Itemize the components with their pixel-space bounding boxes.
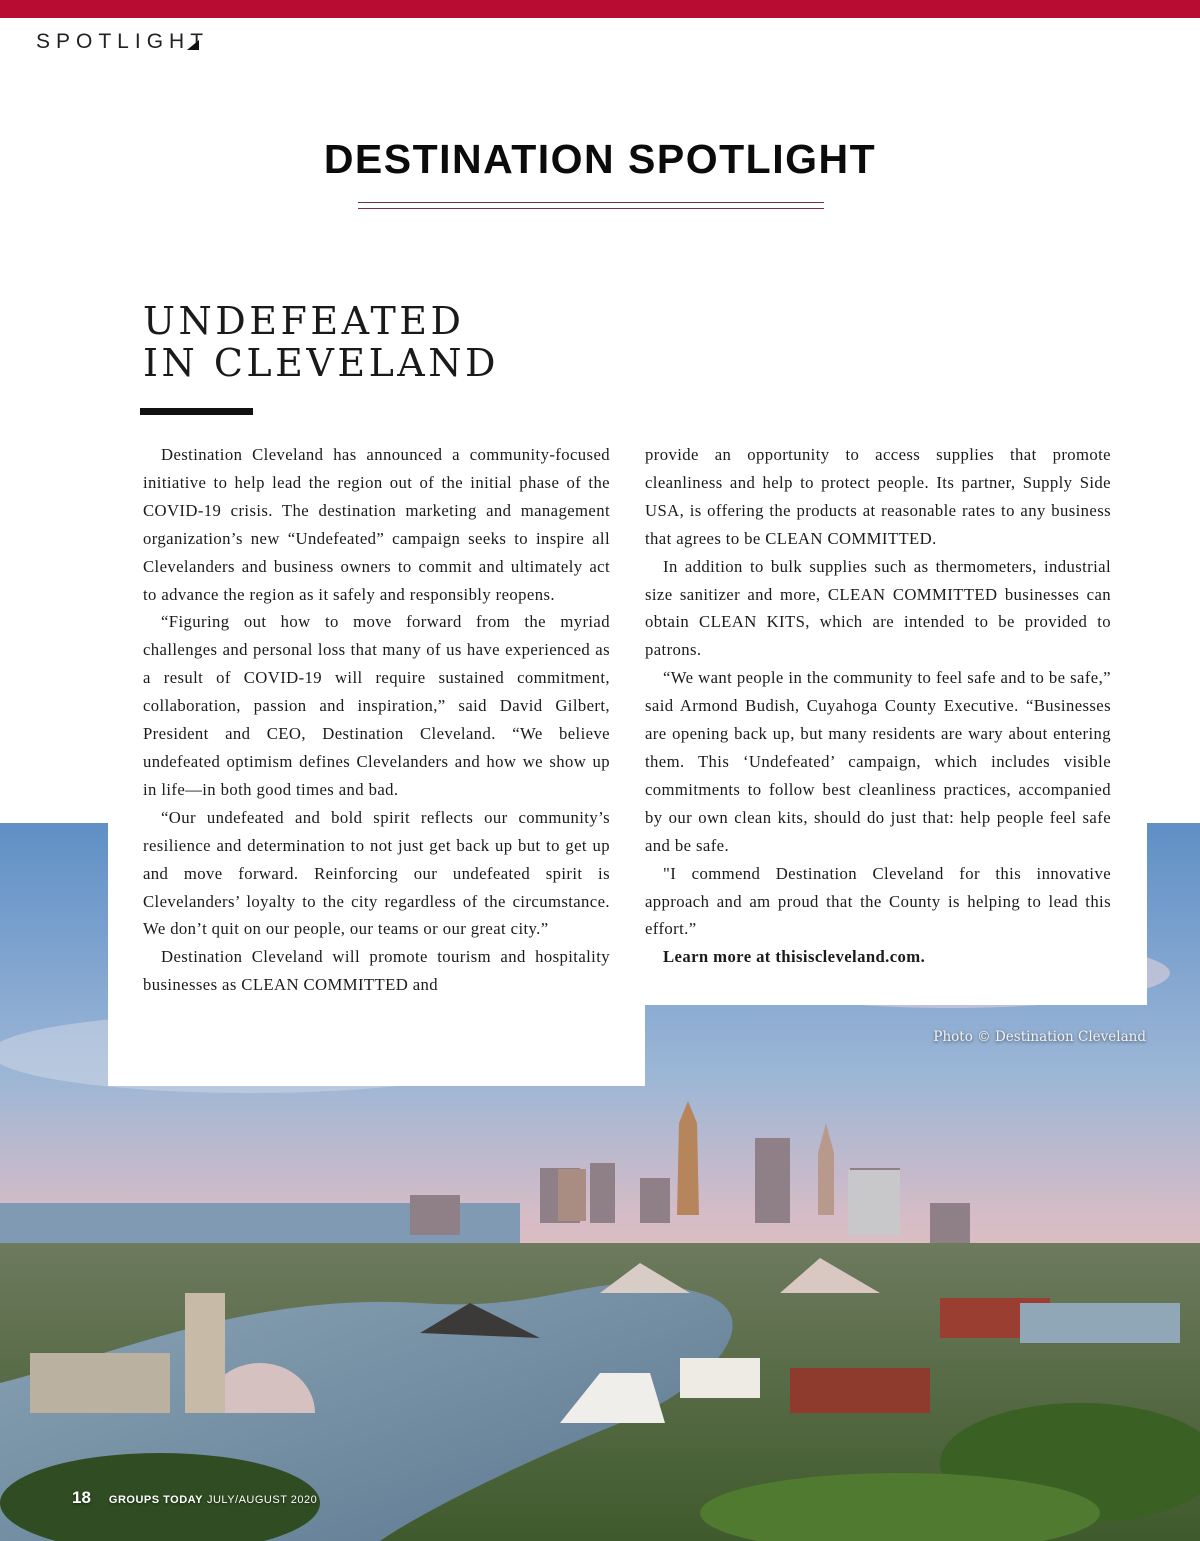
paragraph: “Figuring out how to move forward from the myriad challenges and personal loss that many of us have experienced as a result of COVID-19 will require sustained commitment, collaboration, passion and inspiration,” said David Gilbert, President and CEO, Destination Cleveland. “We believe undefeated optimism defines Clevelanders and how we show up in life—in both good times and bad. [143, 612, 610, 799]
article-headline [143, 300, 499, 384]
page-footer [72, 1488, 317, 1508]
magazine-name: GROUPS TODAY [108, 1494, 203, 1506]
paragraph: “We want people in the community to feel safe and to be safe,” said Armond Budish, Cuyahoga County Executive. “Businesses are opening back up, but many residents are wary about entering them. This ‘Undefeated’ campaign, which includes visible commitments to follow best cleanliness practices, accompanied by our own clean kits, should do just that: help people feel safe and be safe. [645, 668, 1111, 855]
banner-rule-top [358, 202, 824, 203]
section-arrow-icon [187, 40, 199, 50]
banner-title: DESTINATION SPOTLIGHT [323, 136, 877, 182]
headline-rule [140, 408, 253, 415]
headline-line-1: UNDEFEATED [143, 299, 465, 343]
photo-credit: Photo © Destination Cleveland [933, 1029, 1146, 1045]
article-column-right [645, 441, 1111, 971]
article-column-left [143, 441, 610, 999]
paragraph: “Our undefeated and bold spirit reflects our community’s resilience and determination to not just get back up but to get up and move forward. Reinforcing our undefeated spirit is Clevelanders’ loyalty to the city regardless of the circumstance. We don’t quit on our people, our teams or our great city.” [143, 807, 610, 939]
issue-date: JULY/AUGUST 2020 [206, 1494, 318, 1506]
learn-more-link[interactable]: Learn more at thisiscleveland.com. [663, 947, 926, 967]
section-tag: SPOTLIGHT [36, 30, 210, 53]
paragraph: Destination Cleveland has announced a community-focused initiative to help lead the region out of the initial phase of the COVID-19 crisis. The destination marketing and management organization’s new “Undefeated” campaign seeks to inspire all Clevelanders and business owners to commit and ultimately act to advance the region as it safely and responsibly reopens. [143, 445, 610, 604]
top-accent-bar [0, 0, 1200, 18]
paragraph: Destination Cleveland will promote tourism and hospitality businesses as CLEAN COMMITTED and [143, 947, 610, 995]
paragraph-continuation: provide an opportunity to access supplies that promote cleanliness and help to protect people. Its partner, Supply Side USA, is offering the products at reasonable rates to any business that agrees to be CLEAN COMMITTED. [645, 445, 1111, 548]
headline-line-2: IN CLEVELAND [143, 341, 499, 385]
banner-rule-bottom [358, 208, 824, 209]
paragraph: In addition to bulk supplies such as thermometers, industrial size sanitizer and more, CLEAN COMMITTED businesses can obtain CLEAN KITS, which are intended to be provided to patrons. [645, 556, 1111, 660]
paragraph: "I commend Destination Cleveland for this innovative approach and am proud that the County is helping to lead this effort.” [645, 863, 1111, 939]
page-number: 18 [72, 1488, 91, 1507]
